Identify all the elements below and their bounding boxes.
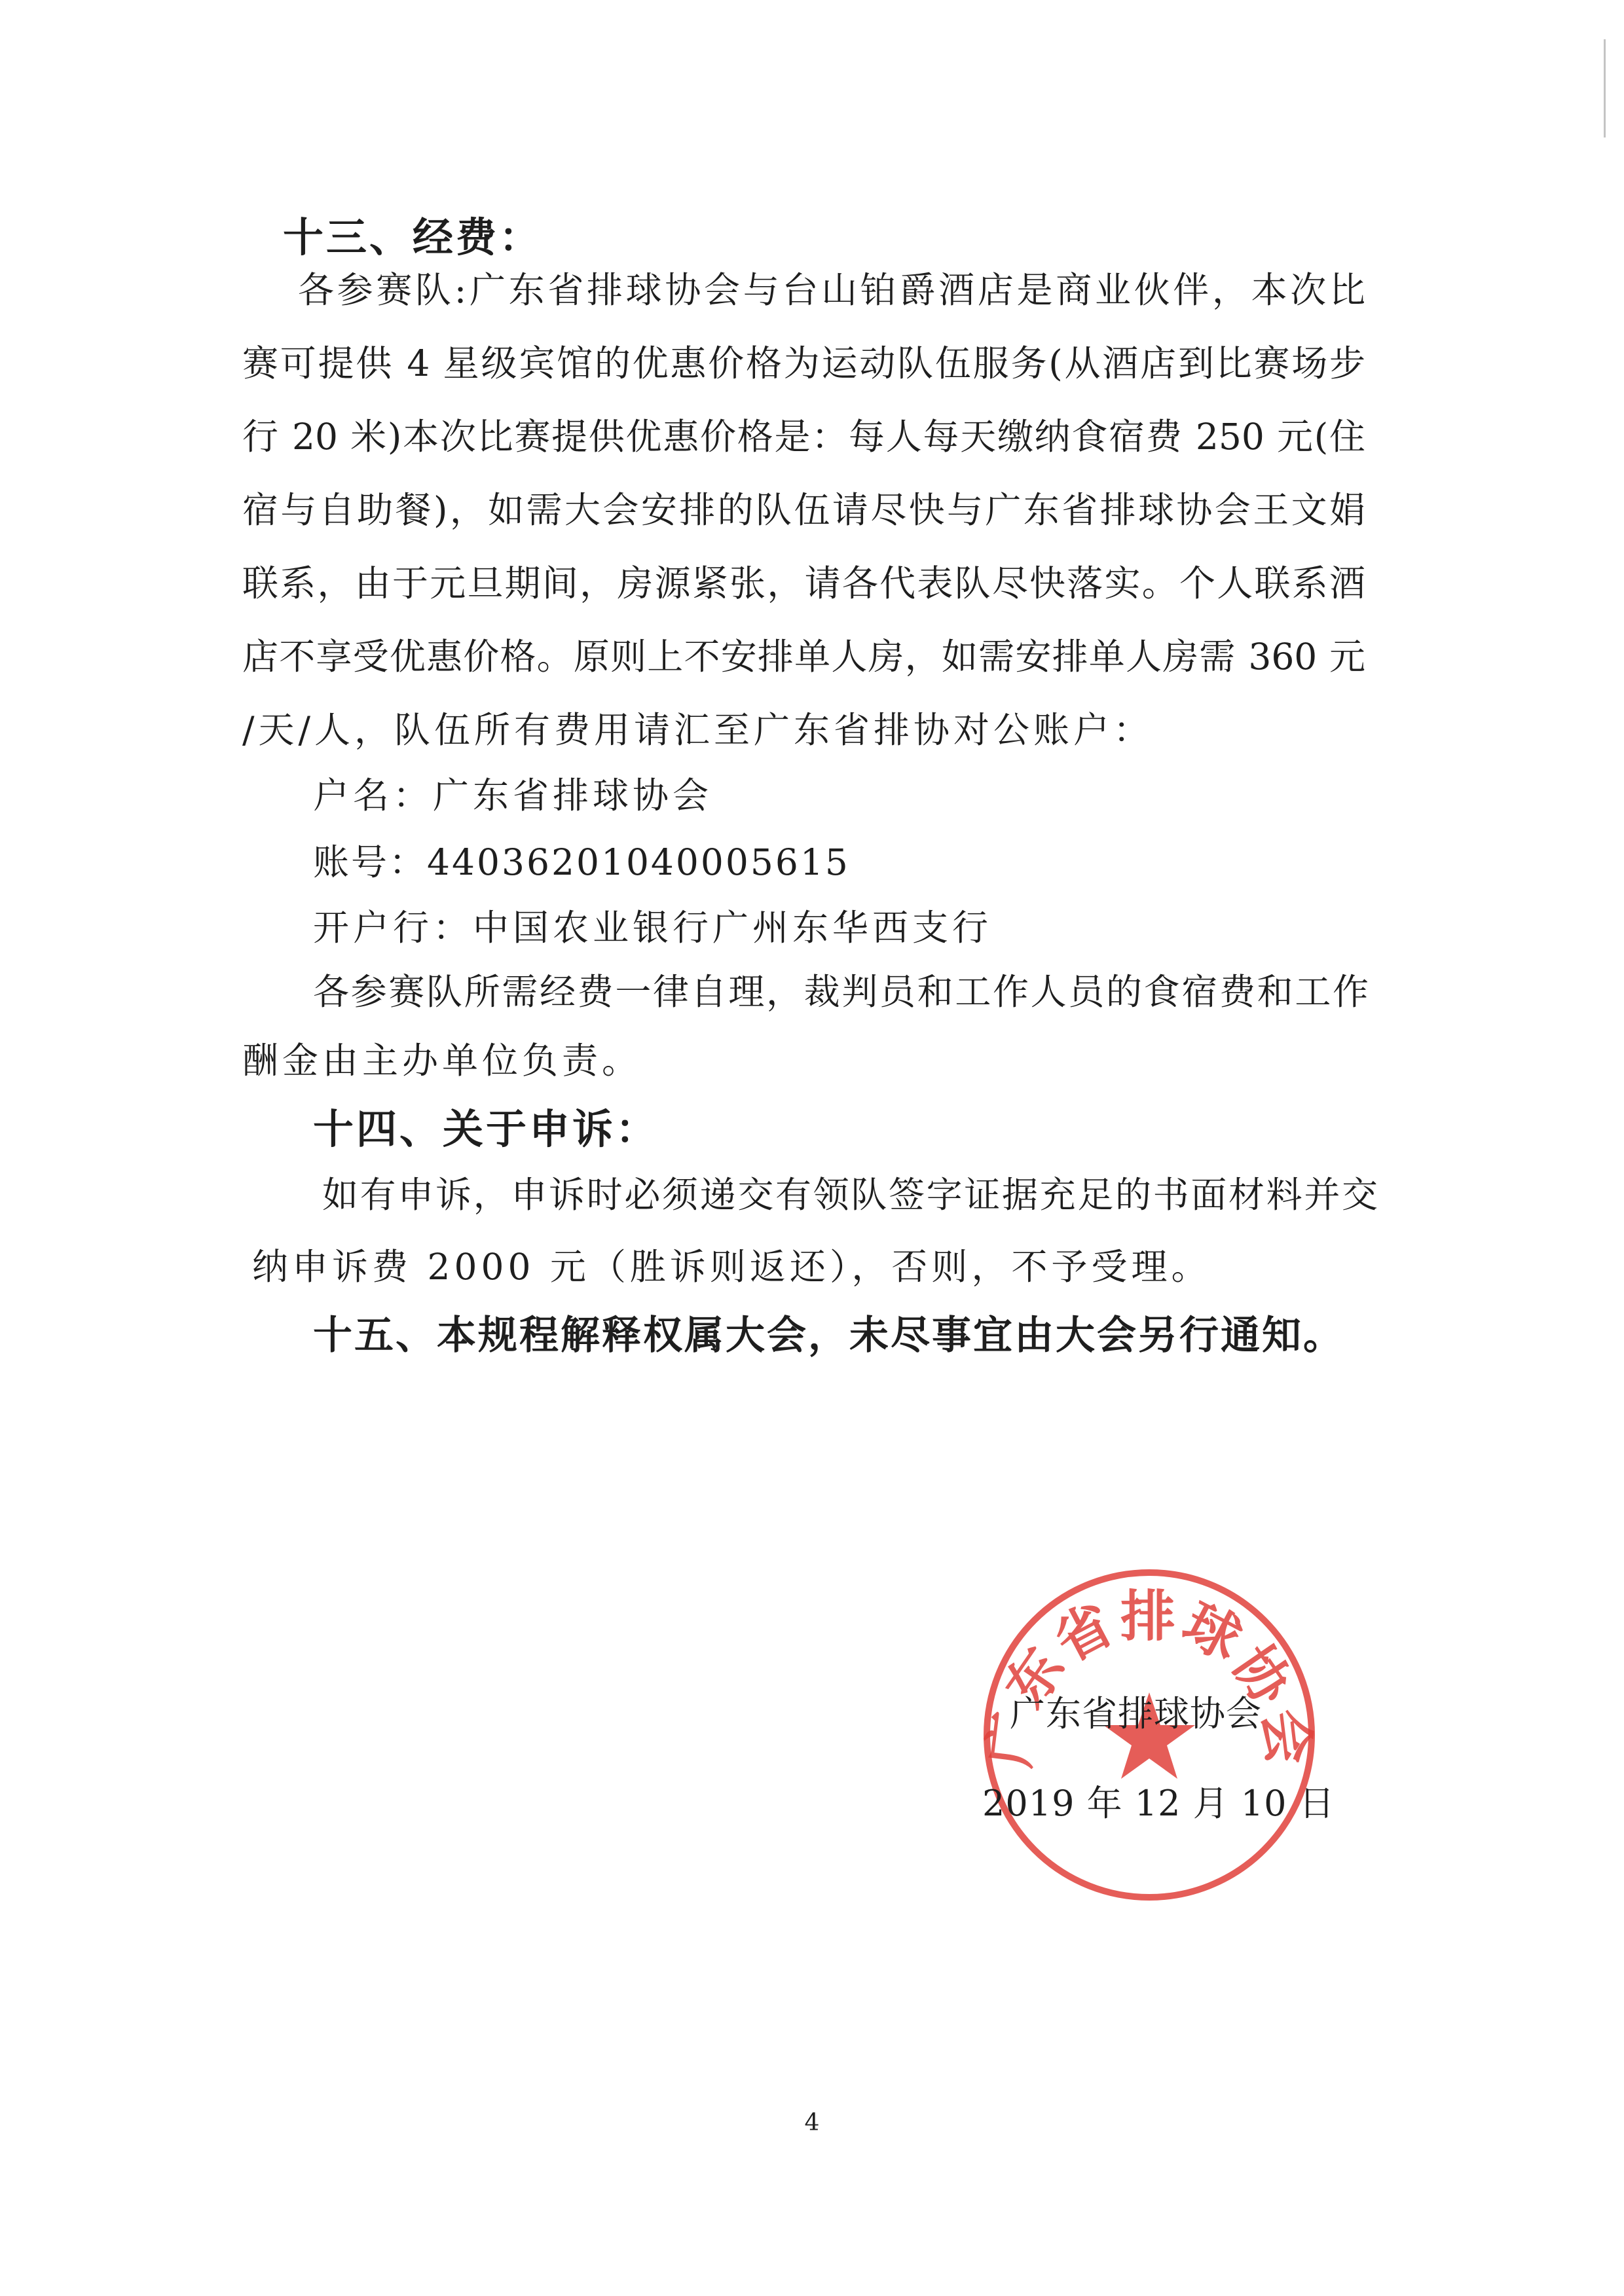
page-number: 4	[804, 2109, 820, 2136]
seal-text: 广东省排球协会	[976, 1584, 1322, 1771]
paragraph-line: 赛可提供 4 星级宾馆的优惠价格为运动队伍服务(从酒店到比赛场步	[242, 342, 1365, 384]
section-15-heading: 十五、本规程解释权属大会，未尽事宜由大会另行通知。	[313, 1313, 1344, 1358]
paragraph-line: 联系，由于元旦期间，房源紧张，请各代表队尽快落实。个人联系酒	[242, 562, 1365, 604]
account-name: 户名：广东省排球协会	[313, 774, 713, 816]
appeal-line: 如有申诉，申诉时必须递交有领队签字证据充足的书面材料并交	[322, 1174, 1378, 1216]
paragraph-line: /天/人，队伍所有费用请汇至广东省排协对公账户：	[242, 709, 1154, 751]
bank-name: 开户行：中国农业银行广州东华西支行	[313, 907, 993, 949]
signature-organization: 广东省排球协会	[1010, 1693, 1262, 1734]
paragraph-line: 各参赛队:广东省排球协会与台山铂爵酒店是商业伙伴，本次比	[298, 269, 1365, 311]
expense-line: 各参赛队所需经费一律自理，裁判员和工作人员的食宿费和工作	[313, 971, 1369, 1013]
paragraph-line: 宿与自助餐)，如需大会安排的队伍请尽快与广东省排球协会王文娟	[242, 489, 1365, 531]
expense-line: 酬金由主办单位负责。	[242, 1040, 642, 1082]
section-14-heading: 十四、关于申诉：	[313, 1105, 659, 1153]
section-13-heading: 十三、经费：	[283, 213, 543, 261]
paragraph-line: 店不享受优惠价格。原则上不安排单人房，如需安排单人房需 360 元	[242, 636, 1365, 678]
signature-date: 2019 年 12 月 10 日	[982, 1783, 1335, 1824]
paragraph-line: 行 20 米)本次比赛提供优惠价格是：每人每天缴纳食宿费 250 元(住	[242, 416, 1365, 458]
page-edge-mark	[1604, 39, 1606, 137]
account-number: 账号：44036201040005615	[313, 841, 850, 883]
appeal-line: 纳申诉费 2000 元（胜诉则返还），否则，不予受理。	[252, 1246, 1211, 1288]
